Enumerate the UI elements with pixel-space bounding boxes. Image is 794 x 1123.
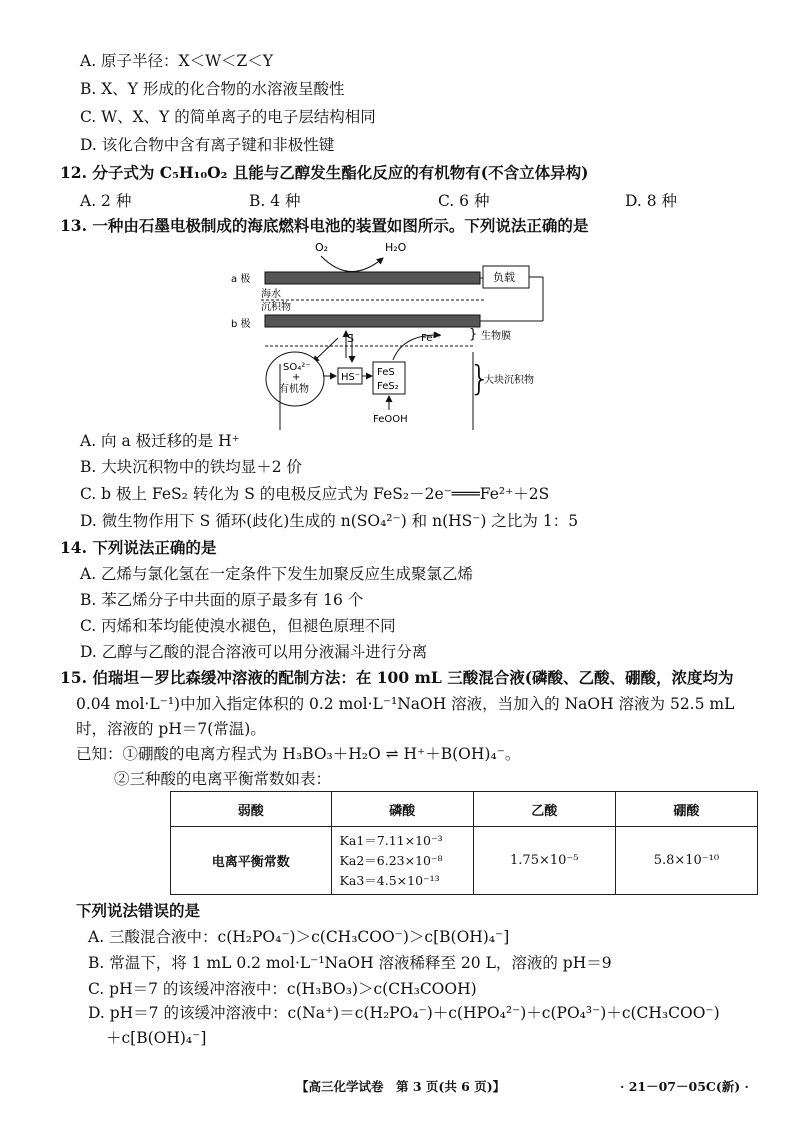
q15-known-2: ②三种酸的电离平衡常数如表： [114, 770, 332, 788]
q14-option-b: B. 苯乙烯分子中共面的原子最多有 16 个 [80, 591, 364, 609]
svg-text:}: } [469, 359, 491, 399]
q15-option-d-line1: D. pH＝7 的该缓冲溶液中：c(Na⁺)＝c(H₂PO₄⁻)＋c(HPO₄²⁻)＋c(PO₄³⁻)＋c(CH₃COO⁻) [88, 1004, 720, 1022]
fe2-label: Fe²⁺ [421, 333, 442, 344]
biofilm-label: 生物膜 [481, 331, 511, 342]
ionization-constants-table [170, 791, 758, 895]
q13-option-a: A. 向 a 极迁移的是 H⁺ [80, 432, 240, 450]
o2-label: O₂ [315, 241, 329, 254]
q15-option-c: C. pH＝7 的该缓冲溶液中：c(H₃BO₃)＞c(CH₃COOH) [88, 980, 477, 998]
q15-option-d-line2: ＋c[B(OH)₄⁻] [106, 1029, 207, 1047]
sulfate-label: SO₄²⁻ [283, 362, 311, 373]
acetic-constant: 1.75×10⁻⁵ [473, 827, 615, 895]
bulk-sediment-label: 大块沉积物 [484, 375, 534, 386]
q15-option-b: B. 常温下，将 1 mL 0.2 mol·L⁻¹NaOH 溶液稀释至 20 L，溶液的 pH＝9 [88, 954, 612, 972]
q15-stem-line1: 15. 伯瑞坦－罗比森缓冲溶液的配制方法：在 100 mL 三酸混合液(磷酸、乙酸、硼酸，浓度均为 [60, 668, 734, 687]
svg-text:}: } [469, 327, 478, 342]
q13-option-c: C. b 极上 FeS₂ 转化为 S 的电极反应式为 FeS₂－2e⁻═══Fe²⁺＋2S [80, 485, 550, 503]
header-phosphoric: 磷酸 [331, 792, 473, 827]
a-electrode [265, 272, 480, 284]
q12-stem: 12. 分子式为 C₅H₁₀O₂ 且能与乙醇发生酯化反应的有机物有(不含立体异构) [60, 163, 589, 182]
fes2-label: FeS₂ [377, 381, 399, 392]
q13-option-b: B. 大块沉积物中的铁均显＋2 价 [80, 458, 303, 476]
organics-label: 有机物 [279, 384, 309, 395]
q15-stem-line2: 0.04 mol·L⁻¹)中加入指定体积的 0.2 mol·L⁻¹NaOH 溶液，当加入的 NaOH 溶液为 52.5 mL [76, 695, 735, 713]
header-boric: 硼酸 [615, 792, 757, 827]
q14-option-d: D. 乙醇与乙酸的混合溶液可以用分液漏斗进行分离 [80, 643, 428, 661]
boric-constant: 5.8×10⁻¹⁰ [615, 827, 757, 895]
table-header-row [171, 792, 758, 827]
b-pole-label: b 极 [231, 319, 251, 330]
a-pole-label: a 极 [231, 274, 251, 285]
paper-code: · 21－07－05C(新) · [620, 1079, 749, 1094]
q13-option-d: D. 微生物作用下 S 循环(歧化)生成的 n(SO₄²⁻) 和 n(HS⁻) 之比为 1：5 [80, 512, 579, 530]
q14-stem: 14. 下列说法正确的是 [60, 538, 217, 557]
ka2: Ka2＝6.23×10⁻⁸ [339, 852, 443, 868]
q14-option-c: C. 丙烯和苯均能使溴水褪色，但褪色原理不同 [80, 617, 396, 635]
row-label: 电离平衡常数 [171, 827, 332, 895]
load-label: 负载 [493, 271, 515, 284]
table-row [171, 827, 758, 895]
ka3: Ka3＝4.5×10⁻¹³ [339, 872, 440, 888]
q15-known-1: 已知：①硼酸的电离方程式为 H₃BO₃＋H₂O ⇌ H⁺＋B(OH)₄⁻。 [76, 745, 521, 763]
q15-ask: 下列说法错误的是 [76, 901, 201, 920]
q11-option-d: D. 该化合物中含有离子键和非极性键 [80, 136, 335, 154]
q15-option-a: A. 三酸混合液中：c(H₂PO₄⁻)＞c(CH₃COO⁻)＞c[B(OH)₄⁻] [88, 928, 510, 946]
q14-option-a: A. 乙烯与氯化氢在一定条件下发生加聚反应生成聚氯乙烯 [80, 565, 474, 583]
q11-option-a: A. 原子半径：X＜W＜Z＜Y [80, 52, 274, 70]
q11-option-c: C. W、X、Y 的简单离子的电子层结构相同 [80, 108, 376, 126]
s-label: S [347, 332, 354, 345]
q12-option-c: C. 6 种 [438, 192, 490, 210]
q11-option-b: B. X、Y 形成的化合物的水溶液呈酸性 [80, 80, 345, 98]
h2o-label: H₂O [385, 241, 407, 254]
q15-stem-line3: 时，溶液的 pH＝7(常温)。 [76, 720, 266, 738]
hs-label: HS⁻ [341, 372, 361, 383]
feooh-label: FeOOH [373, 414, 408, 425]
b-electrode [265, 315, 480, 327]
header-acetic: 乙酸 [473, 792, 615, 827]
sediment-label: 沉积物 [261, 302, 291, 313]
svg-text:+: + [292, 372, 301, 383]
fes-label: FeS [377, 367, 395, 378]
seawater-label: 海水 [261, 289, 281, 300]
page-footer: 【高三化学试卷 第 3 页(共 6 页)】 [296, 1079, 506, 1094]
fuel-cell-diagram [225, 238, 565, 433]
o2-arrow [321, 256, 383, 272]
q12-option-d: D. 8 种 [625, 192, 678, 210]
ka1: Ka1＝7.11×10⁻³ [339, 832, 443, 848]
header-weak-acid: 弱酸 [171, 792, 332, 827]
q12-option-a: A. 2 种 [80, 192, 132, 210]
q12-option-b: B. 4 种 [249, 192, 301, 210]
q13-stem: 13. 一种由石墨电极制成的海底燃料电池的装置如图所示。下列说法正确的是 [60, 216, 589, 235]
phosphoric-constants [331, 827, 473, 895]
